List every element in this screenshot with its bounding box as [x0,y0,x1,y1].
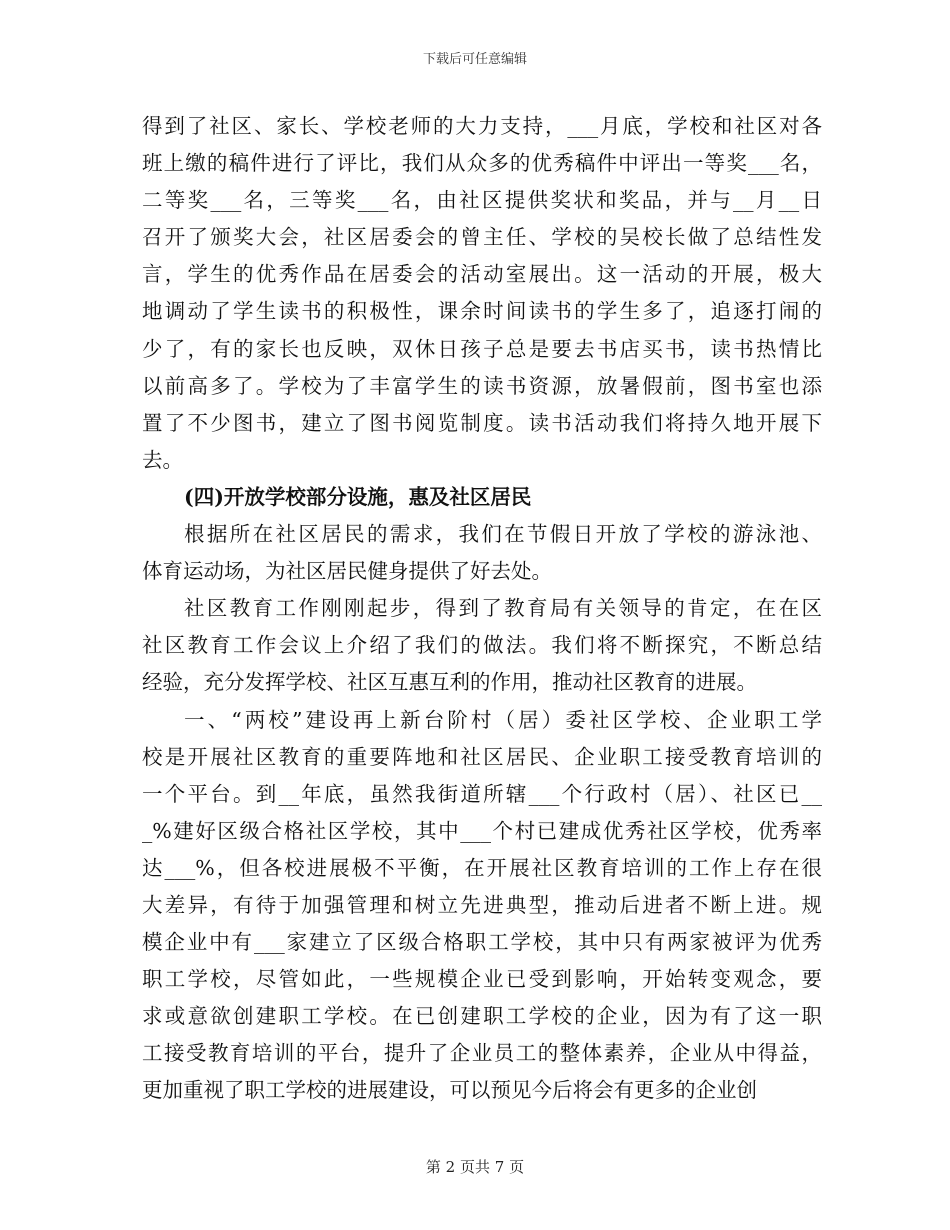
page-footer: 第 2 页共 7 页 [425,1158,525,1176]
paragraph [142,590,822,701]
text-line: 体育运动场，为社区居民健身提供了好去处。 [142,559,552,584]
text-line: 言，学生的优秀作品在居委会的活动室展出。这一活动的开展，极大 [142,262,822,287]
text-line: 大差异，有待于加强管理和树立先进典型，推动后进者不断上进。规 [142,892,822,917]
text-line: 根据所在社区居民的需求，我们在节假日开放了学校的游泳池、 [184,522,822,547]
page-header: 下载后可任意编辑 [422,52,527,67]
text-line: 模企业中有___家建立了区级合格职工学校，其中只有两家被评为优秀 [142,930,822,955]
text-line: 地调动了学生读书的积极性，课余时间读书的学生多了，追逐打闹的 [142,299,822,324]
text-line: 一、“两校”建设再上新台阶村（居）委社区学校、企业职工学 [184,707,822,732]
text-line: 职工学校，尽管如此，一些规模企业已受到影响，开始转变观念，要 [142,967,822,992]
document-body [142,108,822,1110]
text-line: 求或意欲创建职工学校。在已创建职工学校的企业，因为有了这一职 [142,1004,822,1029]
section-heading [142,479,822,516]
text-line: 二等奖___名，三等奖___名，由社区提供奖状和奖品，并与__月__日 [142,188,822,213]
text-line: 以前高多了。学校为了丰富学生的读书资源，放暑假前，图书室也添 [142,373,822,398]
paragraph [142,108,822,479]
text-line: (四)开放学校部分设施，惠及社区居民 [184,484,532,509]
text-line: 去。 [142,447,183,472]
text-line: 经验，充分发挥学校、社区互惠互利的作用，推动社区教育的进展。 [142,670,757,695]
text-line: 工接受教育培训的平台，提升了企业员工的整体素养，企业从中得益， [142,1041,822,1066]
paragraph [142,702,822,1110]
paragraph [142,516,822,590]
text-line: 召开了颁奖大会，社区居委会的曾主任、学校的吴校长做了总结性发 [142,225,822,250]
text-line: 达___%，但各校进展极不平衡，在开展社区教育培训的工作上存在很 [142,855,822,880]
text-line: 社区教育工作会议上介绍了我们的做法。我们将不断探究，不断总结 [142,633,822,658]
text-line: 一个平台。到__年底，虽然我街道所辖___个行政村（居）、社区已__ [142,781,822,806]
text-line: _%建好区级合格社区学校，其中___个村已建成优秀社区学校，优秀率 [142,818,822,843]
text-line: 班上缴的稿件进行了评比，我们从众多的优秀稿件中评出一等奖___名， [142,151,822,176]
text-line: 少了，有的家长也反映，双休日孩子总是要去书店买书，读书热情比 [142,336,822,361]
text-line: 置了不少图书，建立了图书阅览制度。读书活动我们将持久地开展下 [142,410,822,435]
text-line: 得到了社区、家长、学校老师的大力支持，___月底，学校和社区对各 [142,114,822,138]
text-line: 更加重视了职工学校的进展建设，可以预见今后将会有更多的企业创 [142,1078,757,1103]
text-line: 校是开展社区教育的重要阵地和社区居民、企业职工接受教育培训的 [142,744,822,769]
text-line: 社区教育工作刚刚起步，得到了教育局有关领导的肯定，在在区 [184,596,822,621]
